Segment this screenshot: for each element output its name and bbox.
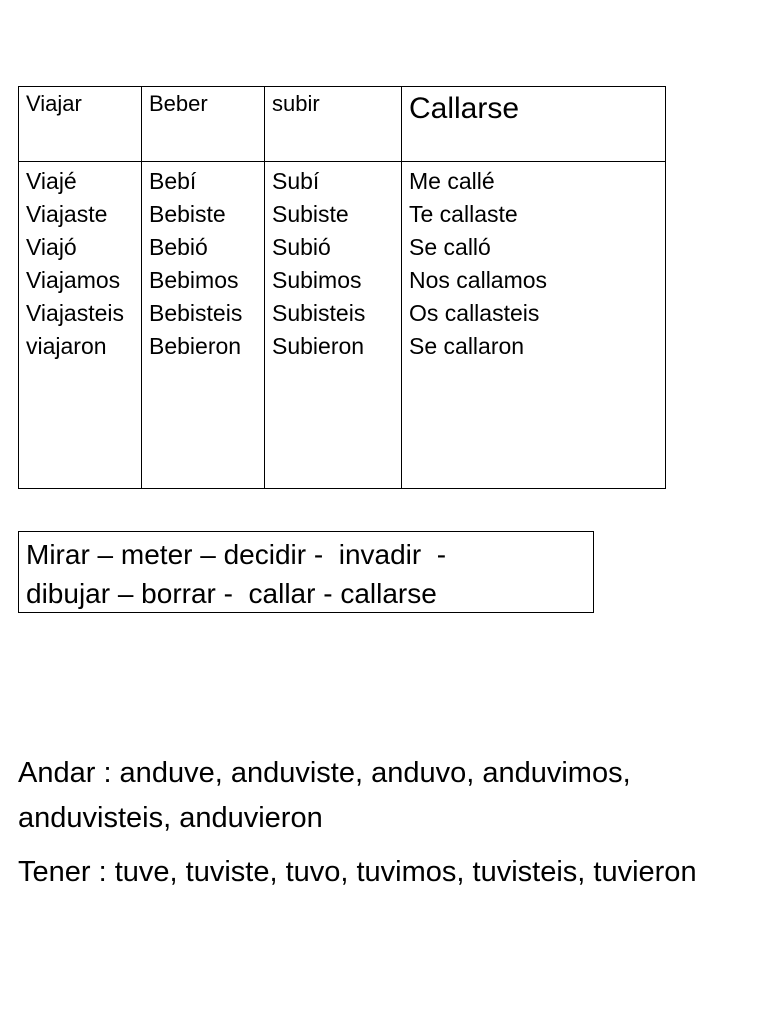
forms-list-callarse: [402, 162, 665, 363]
list-item: Bebimos: [149, 267, 239, 293]
list-item: Bebieron: [149, 333, 242, 359]
forms-list-viajar: [19, 162, 141, 363]
list-item: Subiste: [272, 201, 349, 227]
conjugation-table: [18, 86, 666, 489]
verb-list-line-2: dibujar – borrar - callar - callarse: [26, 578, 437, 609]
list-item: Subimos: [272, 267, 362, 293]
forms-cell-viajar: [19, 162, 142, 489]
header-subir: subir: [272, 91, 320, 116]
forms-list-subir: [265, 162, 401, 363]
header-callarse: Callarse: [409, 92, 520, 125]
header-cell-callarse: [402, 87, 666, 162]
irregular-tener-paragraph: Tener : tuve, tuviste, tuvo, tuvimos, tuvisteis, tuvieron: [18, 856, 697, 888]
list-item: Bebiste: [149, 201, 226, 227]
forms-cell-callarse: [402, 162, 666, 489]
irregular-andar-paragraph: Andar : anduve, anduviste, anduvo, anduvimos, anduvisteis, anduvieron: [18, 757, 631, 834]
header-cell-subir: [265, 87, 402, 162]
header-viajar: Viajar: [26, 91, 82, 116]
list-item: Se calló: [409, 234, 491, 260]
list-item: Subió: [272, 234, 331, 260]
list-item: Viajaste: [26, 201, 108, 227]
forms-cell-subir: [265, 162, 402, 489]
list-item: Os callasteis: [409, 300, 540, 326]
list-item: Viajamos: [26, 267, 121, 293]
list-item: Viajó: [26, 234, 77, 260]
table-body-row: [19, 162, 666, 489]
list-item: Se callaron: [409, 333, 525, 359]
list-item: Nos callamos: [409, 267, 548, 293]
list-item: Viajé: [26, 168, 77, 194]
list-item: Me callé: [409, 168, 495, 194]
list-item: Subieron: [272, 333, 365, 359]
list-item: Bebí: [149, 168, 197, 194]
list-item: Viajasteis: [26, 300, 125, 326]
header-cell-viajar: [19, 87, 142, 162]
list-item: Te callaste: [409, 201, 518, 227]
list-item: viajaron: [26, 333, 107, 359]
verb-list-box: [18, 531, 594, 613]
table-header-row: [19, 87, 666, 162]
forms-cell-beber: [142, 162, 265, 489]
list-item: Subisteis: [272, 300, 366, 326]
list-item: Subí: [272, 168, 320, 194]
list-item: Bebisteis: [149, 300, 243, 326]
header-beber: Beber: [149, 91, 208, 116]
forms-list-beber: [142, 162, 264, 363]
list-item: Bebió: [149, 234, 208, 260]
header-cell-beber: [142, 87, 265, 162]
verb-list-line-1: Mirar – meter – decidir - invadir -: [26, 539, 447, 570]
